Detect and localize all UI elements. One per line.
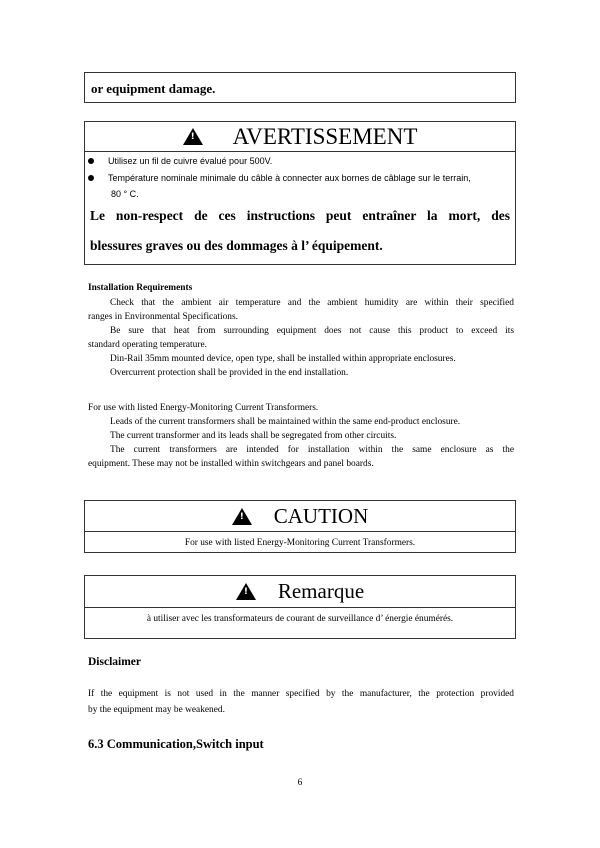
top-text-box xyxy=(84,72,516,103)
warning-triangle-icon: ! xyxy=(232,508,252,525)
avertissement-warning-line-2: blessures graves ou des dommages à l’ équipement. xyxy=(90,238,383,253)
caution-box xyxy=(84,500,516,553)
ct-p1: Leads of the current transformers shall be maintained within the same end-product enclosure. xyxy=(110,417,461,427)
installation-p3: Din-Rail 35mm mounted device, open type, shall be installed within appropriate enclosures. xyxy=(110,354,456,364)
avertissement-header xyxy=(85,122,515,152)
installation-p2-line-1: Be sure that heat from surrounding equipment does not cause this product to exceed its xyxy=(110,326,514,336)
top-box-text: or equipment damage. xyxy=(91,81,216,96)
warning-triangle-icon: ! xyxy=(183,128,203,145)
caution-title: CAUTION xyxy=(273,503,369,528)
ct-intro: For use with listed Energy-Monitoring Current Transformers. xyxy=(88,403,319,413)
avertissement-bullet-1: Utilisez un fil de cuivre évalué pour 500V. xyxy=(88,156,272,166)
remarque-title: Remarque xyxy=(277,579,365,603)
remarque-text: à utiliser avec les transformateurs de courant de surveillance d’ énergie énumérés. xyxy=(146,614,454,624)
installation-p4: Overcurrent protection shall be provided in the end installation. xyxy=(110,368,349,378)
page-number: 6 xyxy=(297,778,303,788)
warning-triangle-icon: ! xyxy=(236,583,256,600)
caution-text: For use with listed Energy-Monitoring Current Transformers. xyxy=(184,538,416,548)
bullet-dot-icon xyxy=(88,158,94,164)
avertissement-bullet-2: Température nominale minimale du câble à connecter aux bornes de câblage sur le terrain, xyxy=(88,173,471,183)
remarque-box xyxy=(84,575,516,639)
installation-heading: Installation Requirements xyxy=(88,283,193,293)
avertissement-title: AVERTISSEMENT xyxy=(232,123,418,149)
disclaimer-line-1: If the equipment is not used in the manner specified by the manufacturer, the protection provided xyxy=(88,689,514,699)
remarque-header xyxy=(85,576,515,608)
disclaimer-line-2: by the equipment may be weakened. xyxy=(88,705,225,715)
installation-p1-line-2: ranges in Environmental Specifications. xyxy=(88,312,238,322)
ct-p2: The current transformer and its leads shall be segregated from other circuits. xyxy=(110,431,397,441)
installation-p1-line-1: Check that the ambient air temperature and the ambient humidity are within their specified xyxy=(110,298,514,308)
caution-header xyxy=(85,501,515,532)
avertissement-bullet-2-continued: 80 ° C. xyxy=(111,189,139,199)
ct-p3-line-2: equipment. These may not be installed within switchgears and panel boards. xyxy=(88,459,374,469)
bullet-dot-icon xyxy=(88,175,94,181)
installation-p2-line-2: standard operating temperature. xyxy=(88,340,207,350)
disclaimer-heading: Disclaimer xyxy=(88,656,142,668)
section-heading: 6.3 Communication,Switch input xyxy=(88,737,264,751)
ct-p3-line-1: The current transformers are intended for installation within the same enclosure as the xyxy=(110,445,514,455)
avertissement-warning-line-1: Le non-respect de ces instructions peut entraîner la mort, des xyxy=(90,208,510,223)
